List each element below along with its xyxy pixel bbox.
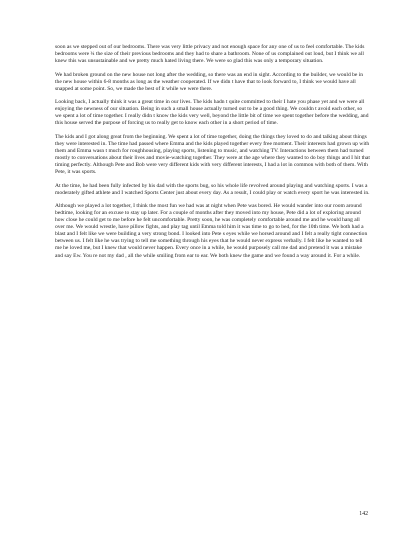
body-paragraph: Although we played a lot together, I think the most fun we had was at night when Pete was bored. He would wander into our room around bedtime, looking for an excuse to stay up later. For a couple of months after they moved into my house, Pete did a lot of exploring around how close he could get to me before he felt uncomfortable. Pretty soon, he was completely comfortable around me and he would hang all over me. We would wrestle, have pillow fights, and play tag until Emma told him it was time to go to bed, for the 10th time. We both had a blast and I felt like we were building a very strong bond. I looked into Pete s eyes while we horsed around and I felt a really tight connection between us. I felt like he was trying to tell me something through his eyes that he would never express verbally. I felt like he wanted to tell me he loved me, but I knew that would never happen. Every once in a while, he would purposely call me dad and pretend it was a mistake and say Ew. You re not my dad , all the while smiling from ear to ear. We both knew the game and we found a way around it. For a while. xyxy=(55,203,368,259)
body-paragraph: Looking back, I actually think it was a great time in our lives. The kids hadn t quite committed to their I hate you phase yet and we were all enjoying the newness of our situation. Being in such a small house actually turned out to be a good thing. We couldn t avoid each other, so we spent a lot of time together. I really didn t know the kids very well, beyond the little bit of time we spent together before the wedding, and this house served the purpose of forcing us to really get to know each other in a short period of time. xyxy=(55,99,369,127)
body-paragraph: soon as we stepped out of our bedrooms. There was very little privacy and not enough space for any one of us to feel comfortable. The kids bedrooms were ¼ the size of their previous bedrooms and they had to share a bathroom. None of us complained out loud, but I think we all knew this was unsustainable and we pretty much hated living there. We were so glad this was only a temporary situation. xyxy=(55,44,365,65)
body-paragraph: We had broken ground on the new house not long after the wedding, so there was an end in sight. According to the builder, we would be in the new house within 6-8 months as long as the weather cooperated. If we didn t have that to look forward to, I think we would have all snapped at some point. So, we made the best of it while we were there. xyxy=(55,71,364,92)
body-paragraph: The kids and I got along great from the beginning. We spent a lot of time together, doing the things they loved to do and talking about things they were interested in. The time had passed where Emma and the kids played together every free moment. Their interests had grown up with them and Emma wasn t much for roughhousing, playing sports, listening to music, and watching TV. Interactions between them had turned mostly to conversations about their lives and movie-watching together. They were at the age where they wanted to do boy things and I hit that timing perfectly. Although Pete and Bob were very different kids with very different interests, I had a lot in common with both of them. With Pete, it was sports. xyxy=(55,133,370,176)
body-paragraph: At the time, he had been fully infected by his dad with the sports bug, so his whole life revolved around playing and watching sports. I was a moderately gifted athlete and I watched Sports Center just about every day. As a result, I could play or watch every sport he was interested in. xyxy=(55,182,370,196)
page-number: 142 xyxy=(359,511,368,517)
